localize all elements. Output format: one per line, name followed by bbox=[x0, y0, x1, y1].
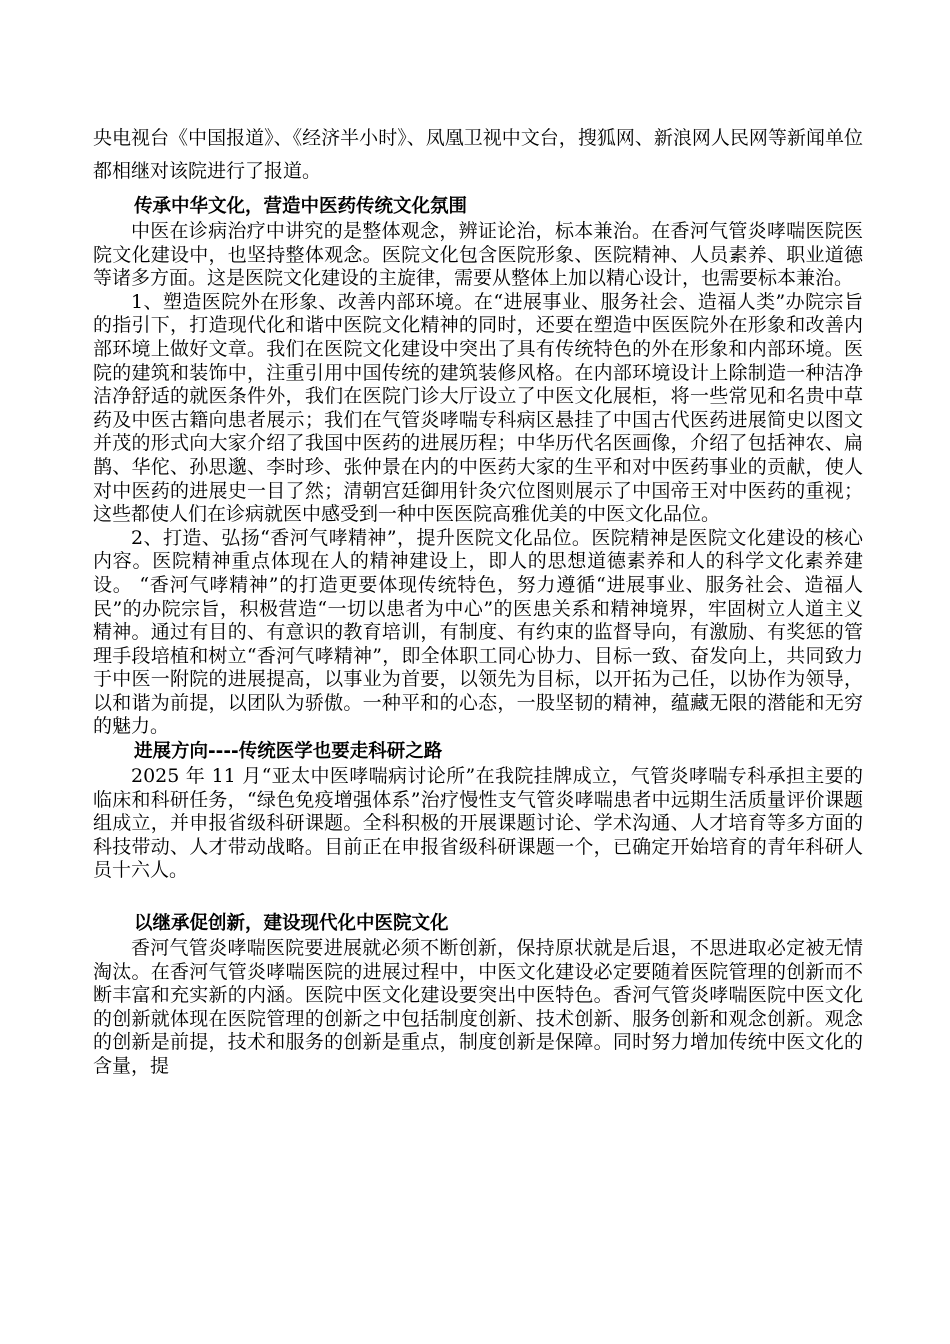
body-paragraph: 1、塑造医院外在形象、改善内部环境。在“进展事业、服务社会、造福人类”办院宗旨的指引下，打造现代化和谐中医院文化精神的同时，还要在塑造中医医院外在形象和改善内部环境上做好文章。我们在医院文化建设中突出了具有传统特色的外在形象和内部环境。医院的建筑和装饰中，注重引用中国传统的建筑装修风格。在内部环境设计上除制造一种洁净洁净舒适的就医条件外，我们在医院门诊大厅设立了中医文化展柜，将一些常见和名贵中草药及中医古籍向患者展示；我们在气管炎哮喘专科病区悬挂了中国古代医药进展简史以图文并茂的形式向大家介绍了我国中医药的进展历程；中华历代名医画像，介绍了包括神农、扁鹊、华佗、孙思邈、李时珍、张仲景在内的中医药大家的生平和对中医药事业的贡献，使人对中医药的进展史一目了然；清朝宫廷御用针灸穴位图则展示了中国帝王对中医药的重视；这些都使人们在诊病就医中感受到一种中医医院高雅优美的中医文化品位。 bbox=[93, 290, 863, 526]
body-paragraph: 中医在诊病治疗中讲究的是整体观念，辨证论治，标本兼治。在香河气管炎哮喘医院医院文化建设中，也坚持整体观念。医院文化包含医院形象、医院精神、人员素养、职业道德等诸多方面。这是医院文化建设的主旋律，需要从整体上加以精心设计，也需要标本兼治。 bbox=[93, 220, 863, 290]
body-paragraph: 2、打造、弘扬“香河气哮精神”，提升医院文化品位。医院精神是医院文化建设的核心内容。医院精神重点体现在人的精神建设上，即人的思想道德素养和人的科学文化素养建设。 “香河气哮精神”的打造更要体现传统特色，努力遵循“进展事业、服务社会、造福人民”的办院宗旨，积极营造“一切以患者为中心”的医患关系和精神境界，牢固树立人道主义精神。通过有目的、有意识的教育培训，有制度、有约束的监督导向，有激励、有奖惩的管理手段培植和树立“香河气哮精神”，即全体职工同心协力、目标一致、奋发向上，共同致力于中医一附院的进展提高，以事业为首要，以领先为目标，以开拓为己任，以协作为领导，以和谐为前提，以团队为骄傲。一种平和的心态，一股坚韧的精神，蕴藏无限的潜能和无穷的魅力。 bbox=[93, 526, 863, 738]
section-heading-culture: 传承中华文化，营造中医药传统文化氛围 bbox=[134, 196, 468, 217]
document-body bbox=[93, 122, 863, 1079]
intro-paragraph: 央电视台《中国报道》、《经济半小时》、凤凰卫视中文台，搜狐网、新浪网人民网等新闻单位都相继对该院进行了报道。 bbox=[93, 127, 863, 182]
paragraph-spacer bbox=[93, 883, 863, 911]
body-paragraph: 2025 年 11 月“亚太中医哮喘病讨论所”在我院挂牌成立，气管炎哮喘专科承担主要的临床和科研任务，“绿色免疫增强体系”治疗慢性支气管炎哮喘患者中远期生活质量评价课题组成立，并申报省级科研课题。全科积极的开展课题讨论、学术沟通、人才培育等多方面的科技带动、人才带动战略。目前正在申报省级科研课题一个，已确定开始培育的青年科研人员十六人。 bbox=[93, 765, 863, 882]
section-heading-research: 进展方向----传统医学也要走科研之路 bbox=[134, 741, 443, 763]
section-heading-innovation: 以继承促创新，建设现代化中医院文化 bbox=[134, 913, 449, 935]
body-paragraph: 香河气管炎哮喘医院要进展就必须不断创新，保持原状就是后退，不思进取必定被无情淘汰。在香河气管炎哮喘医院的进展过程中，中医文化建设必定要随着医院管理的创新而不断丰富和充实新的内涵。医院中医文化建设要突出中医特色。香河气管炎哮喘医院中医文化的创新就体现在医院管理的创新之中包括制度创新、技术创新、服务创新和观念创新。观念的创新是前提，技术和服务的创新是重点，制度创新是保障。同时努力增加传统中医文化的含量，提 bbox=[93, 937, 863, 1077]
